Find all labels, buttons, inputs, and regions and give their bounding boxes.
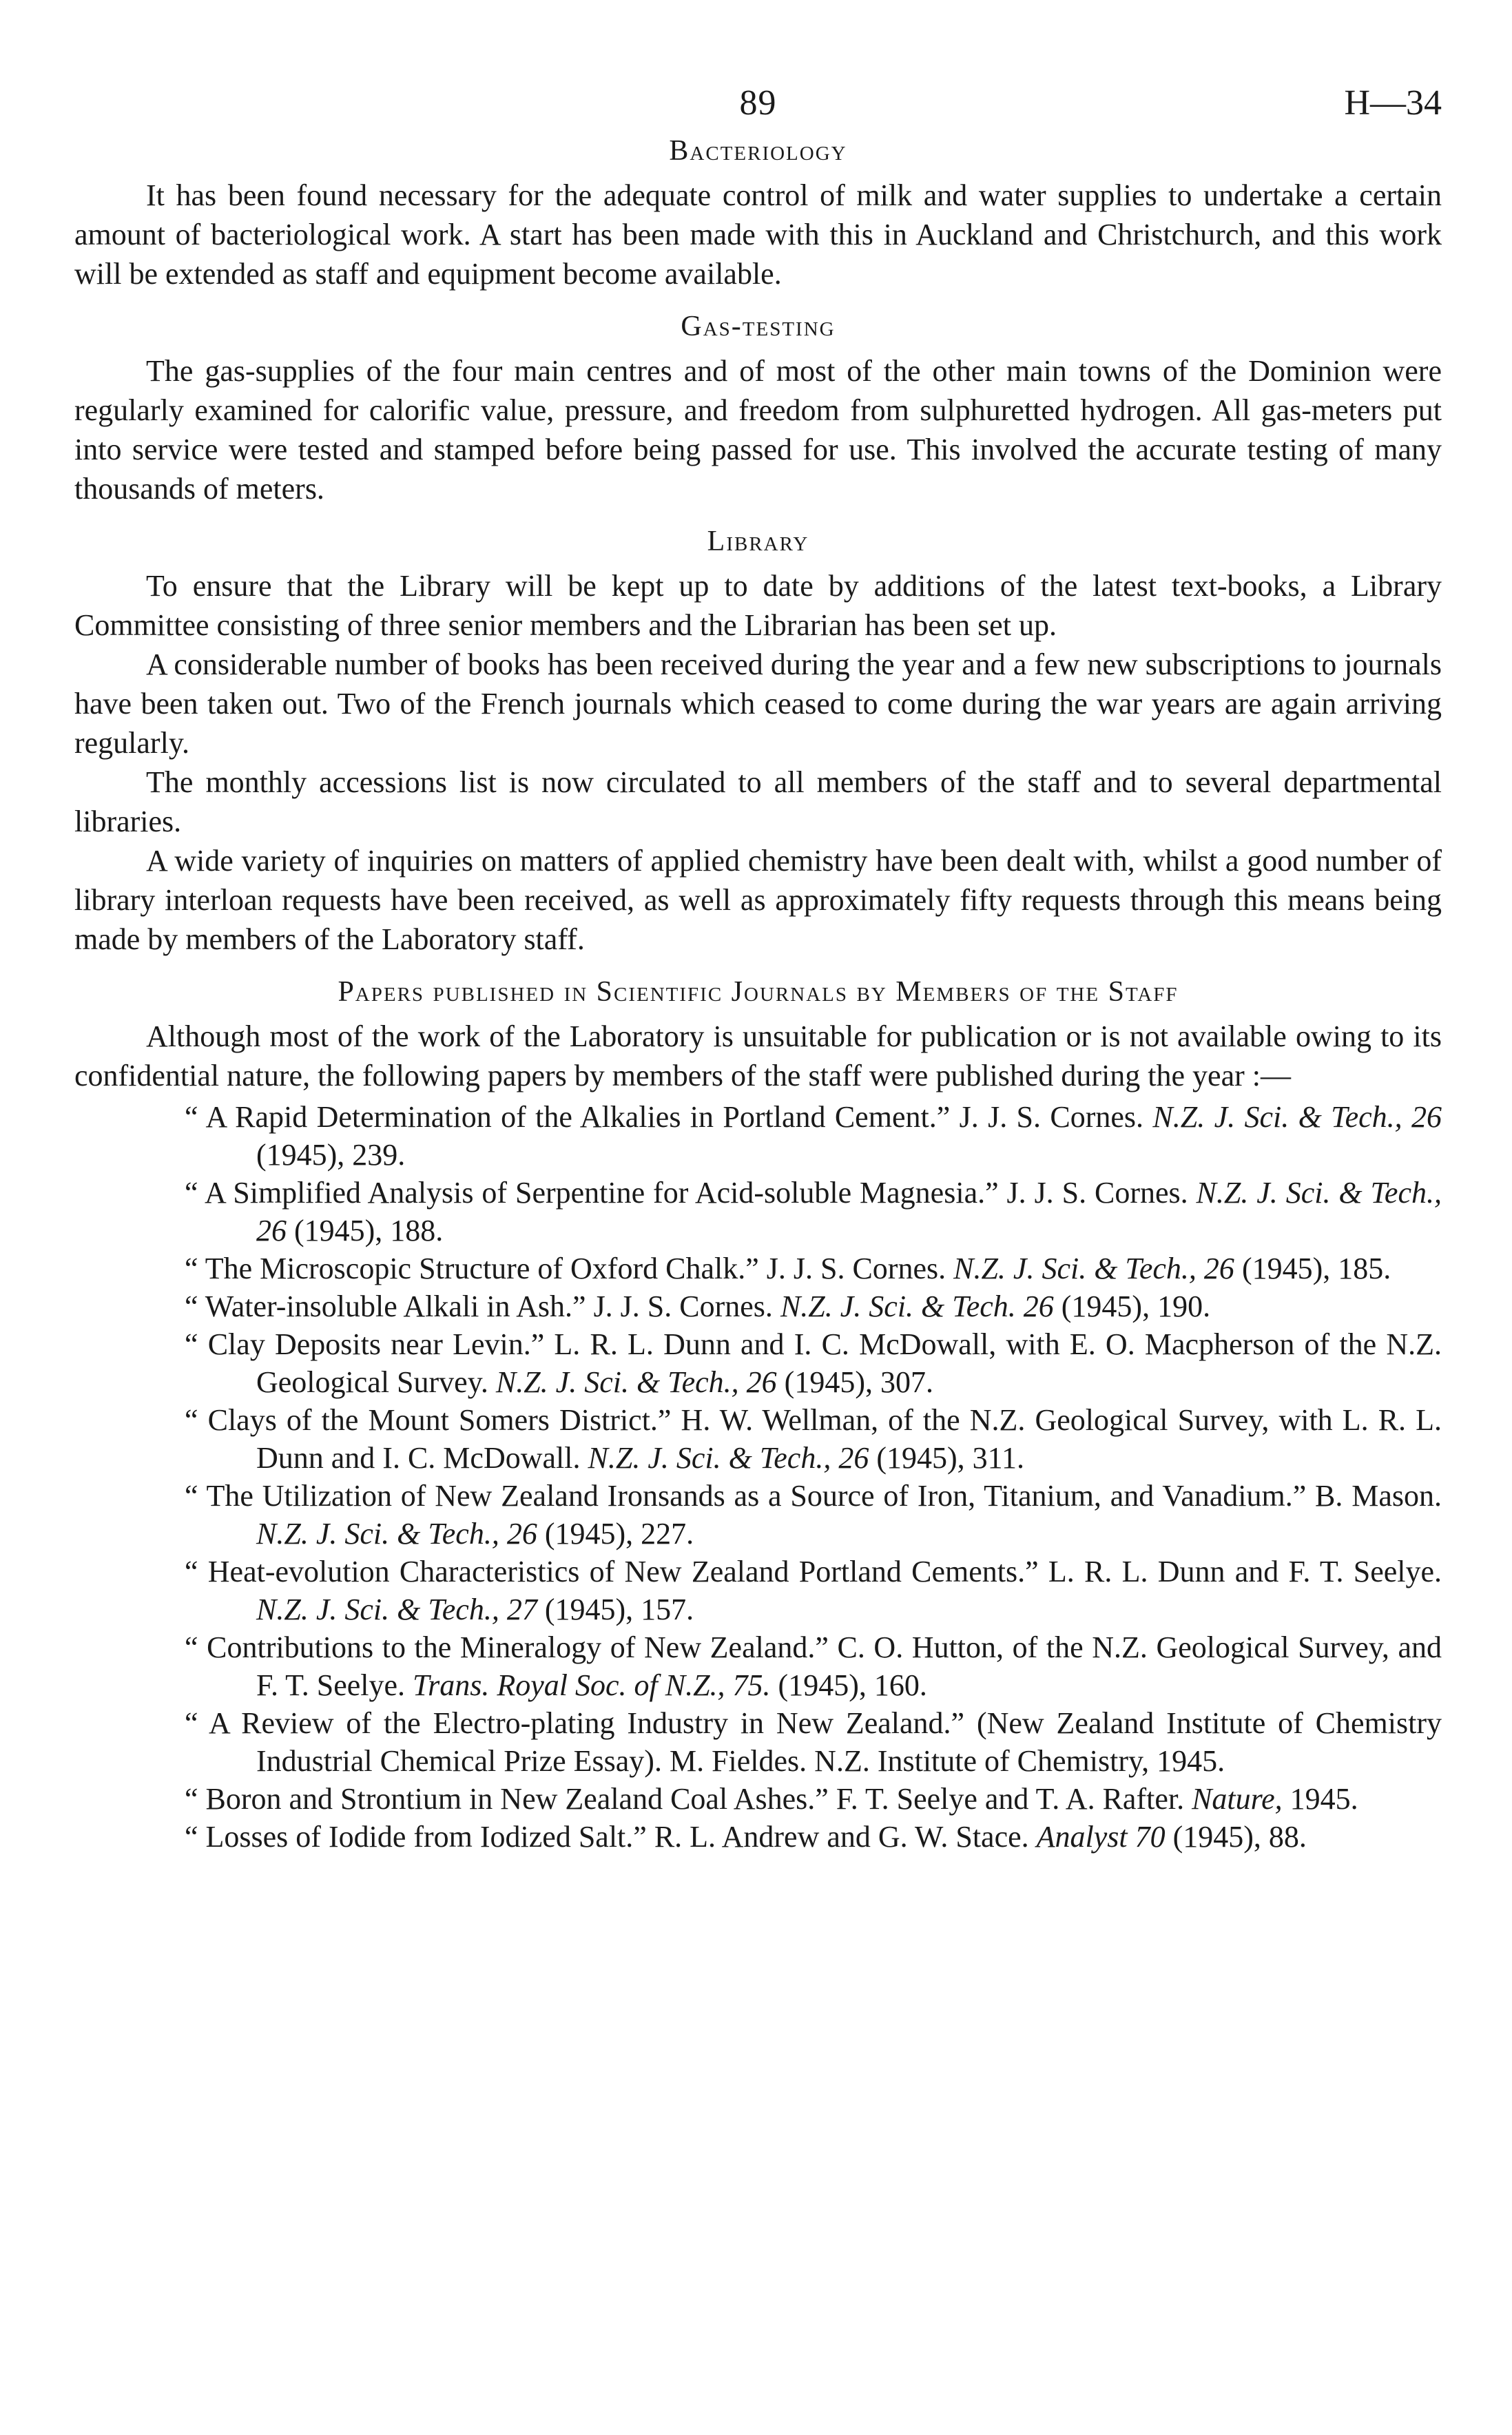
reference-details: (1945), 88. (1165, 1820, 1307, 1854)
reference-details: (1945), 227. (537, 1517, 694, 1551)
reference-details: (1945), 190. (1053, 1289, 1211, 1323)
reference-item (74, 1287, 1442, 1325)
reference-item (74, 1174, 1442, 1250)
reference-item (74, 1098, 1442, 1174)
reference-title: “ A Rapid Determination of the Alkalies in Portland Cement.” (185, 1100, 951, 1134)
reference-journal: N.Z. J. Sci. & Tech., 26 (588, 1441, 869, 1475)
paragraph: A considerable number of books has been received during the year and a few new subscriptions to journals have been taken out. Two of the French journals which ceased to come during the war years are again arriving regularly. (74, 647, 1442, 760)
reference-details: (1945), 160. (770, 1668, 927, 1702)
reference-details: (1945), 239. (256, 1138, 406, 1172)
document-code: H—34 (1344, 83, 1442, 123)
reference-journal: N.Z. J. Sci. & Tech., 26 (495, 1365, 777, 1399)
reference-journal: N.Z. J. Sci. & Tech., 27 (256, 1593, 537, 1626)
reference-journal: N.Z. J. Sci. & Tech., 26 (1152, 1100, 1442, 1134)
reference-item (74, 1250, 1442, 1287)
reference-item (74, 1780, 1442, 1818)
document-page (74, 69, 1442, 2411)
reference-details: (1945), 188. (287, 1214, 444, 1247)
reference-item (74, 1325, 1442, 1401)
reference-authors: L. R. L. Dunn and F. T. Seelye. (1038, 1555, 1442, 1588)
reference-journal: Trans. Royal Soc. of N.Z., 75. (413, 1668, 771, 1702)
reference-authors: C. O. Hutton, of the N.Z. Geological Survey, and F. T. Seelye. (256, 1630, 1442, 1702)
reference-item (74, 1704, 1442, 1780)
section-bacteriology (74, 134, 1442, 293)
reference-authors: L. R. L. Dunn and I. C. McDowall, with E. O. Macpherson of the N.Z. Geological Survey. (256, 1327, 1442, 1399)
reference-title: “ A Simplified Analysis of Serpentine for Acid-soluble Magnesia.” (185, 1176, 999, 1210)
reference-journal: N.Z. J. Sci. & Tech., 26 (256, 1517, 537, 1551)
reference-title: “ The Utilization of New Zealand Ironsands as a Source of Iron, Titanium, and Vanadium.” (185, 1479, 1307, 1513)
reference-item (74, 1477, 1442, 1553)
section-heading: Library (707, 526, 809, 557)
reference-details: (1945), 185. (1234, 1252, 1391, 1285)
reference-item (74, 1818, 1442, 1856)
reference-title: “ Heat-evolution Characteristics of New Zealand Portland Cements.” (185, 1555, 1039, 1588)
reference-authors: H. W. Wellman, of the N.Z. Geological Survey, with L. R. L. Dunn and I. C. McDowall. (256, 1403, 1442, 1475)
reference-title: “ Losses of Iodide from Iodized Salt.” (185, 1820, 647, 1854)
reference-item (74, 1628, 1442, 1704)
reference-journal: Analyst 70 (1036, 1820, 1166, 1854)
reference-title: “ A Review of the Electro-plating Industry in New Zealand.” (185, 1706, 965, 1740)
section-heading: Gas-testing (681, 311, 836, 342)
reference-authors: R. L. Andrew and G. W. Stace. (646, 1820, 1037, 1854)
reference-title: “ Contributions to the Mineralogy of New Zealand.” (185, 1630, 829, 1664)
page-number: 89 (739, 83, 777, 123)
reference-journal: N.Z. J. Sci. & Tech., 26 (256, 1176, 1442, 1247)
section-papers (74, 975, 1442, 1856)
paragraph: The monthly accessions list is now circulated to all members of the staff and to several departmental libraries. (74, 765, 1442, 838)
reference-authors: J. J. S. Cornes. (586, 1289, 780, 1323)
reference-details: 1945. (1282, 1782, 1358, 1816)
section-gas-testing (74, 310, 1442, 508)
section-library (74, 525, 1442, 959)
section-heading: Bacteriology (669, 135, 847, 167)
reference-title: “ Water-insoluble Alkali in Ash.” (185, 1289, 586, 1323)
paragraph: To ensure that the Library will be kept up to date by additions of the latest text-books, a Library Committee consisting of three senior members and the Librarian has been set up. (74, 569, 1442, 642)
reference-title: “ Boron and Strontium in New Zealand Coal Ashes.” (185, 1782, 829, 1816)
paragraph: A wide variety of inquiries on matters of applied chemistry have been dealt with, whilst a good number of library interloan requests have been received, as well as approximately fifty requests through this means being made by members of the Laboratory staff. (74, 844, 1442, 956)
reference-details: (1945), 157. (537, 1593, 694, 1626)
section-heading: Papers published in Scientific Journals by Members of the Staff (338, 976, 1179, 1008)
reference-authors: B. Mason. (1306, 1479, 1442, 1513)
reference-authors: J. J. S. Cornes. (998, 1176, 1197, 1210)
reference-journal: N.Z. J. Sci. & Tech. 26 (780, 1289, 1054, 1323)
reference-authors: F. T. Seelye and T. A. Rafter. (828, 1782, 1192, 1816)
reference-authors: J. J. S. Cornes. (950, 1100, 1153, 1134)
reference-journal: Nature, (1192, 1782, 1283, 1816)
reference-authors: (New Zealand Institute of Chemistry Industrial Chemical Prize Essay). M. Fieldes. N.Z. Institute of Chemistry, 1945. (256, 1706, 1442, 1778)
reference-details: (1945), 307. (776, 1365, 933, 1399)
reference-title: “ Clays of the Mount Somers District.” (185, 1403, 672, 1437)
paragraph: Although most of the work of the Laboratory is unsuitable for publication or is not available owing to its confidential nature, the following papers by members of the staff were published during the year :— (74, 1019, 1442, 1092)
reference-details: (1945), 311. (869, 1441, 1024, 1475)
page-header (74, 69, 1442, 134)
reference-title: “ The Microscopic Structure of Oxford Chalk.” (185, 1252, 759, 1285)
reference-authors: J. J. S. Cornes. (758, 1252, 954, 1285)
reference-title: “ Clay Deposits near Levin.” (185, 1327, 545, 1361)
reference-item (74, 1553, 1442, 1628)
paragraph: It has been found necessary for the adequate control of milk and water supplies to undertake a certain amount of bacteriological work. A start has been made with this in Auckland and Christchurch, and this work will be extended as staff and equipment become available. (74, 178, 1442, 291)
paragraph: The gas-supplies of the four main centres and of most of the other main towns of the Dominion were regularly examined for calorific value, pressure, and freedom from sulphuretted hydrogen. All gas-meters put into service were tested and stamped before being passed for use. This involved the accurate testing of many thousands of meters. (74, 354, 1442, 506)
reference-list (74, 1098, 1442, 1856)
reference-item (74, 1401, 1442, 1477)
reference-journal: N.Z. J. Sci. & Tech., 26 (953, 1252, 1234, 1285)
